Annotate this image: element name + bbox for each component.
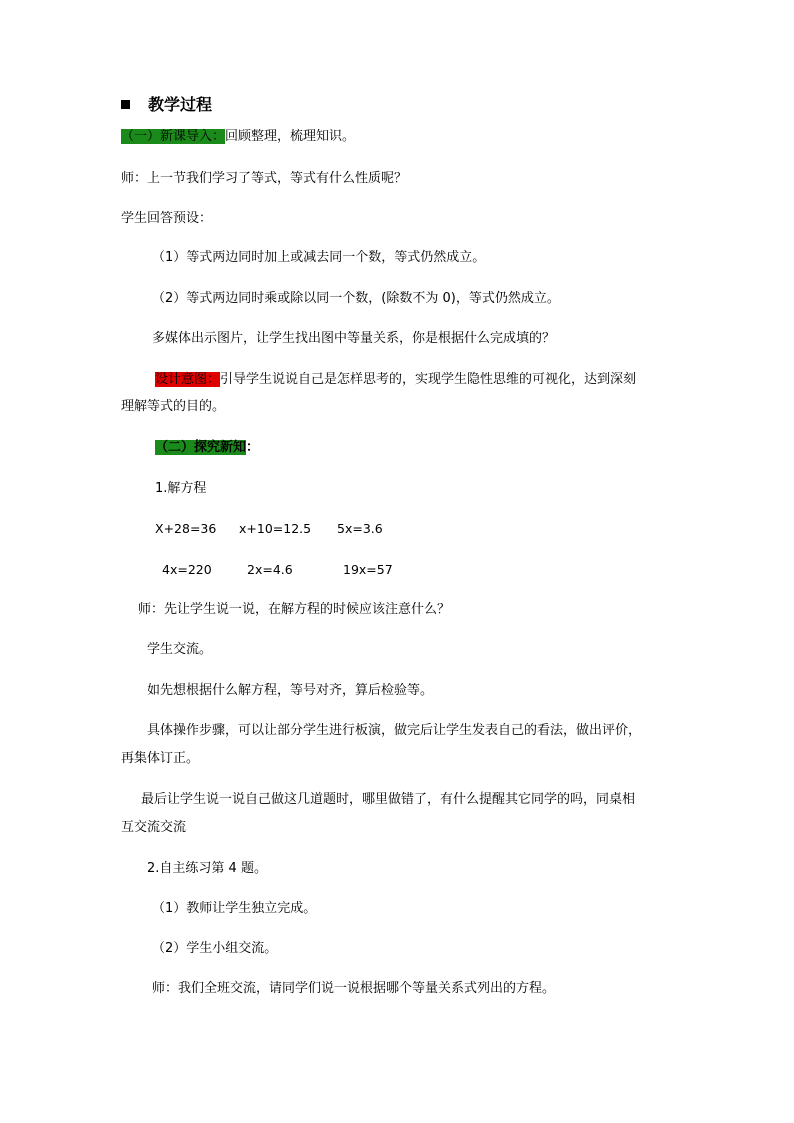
sub-item-2: （2）学生小组交流。 [152, 941, 278, 956]
design-intent-text: 引导学生说说自己是怎样思考的，实现学生隐性思维的可视化，达到深刻 [220, 372, 637, 387]
section1-label: （一）新课导入： [121, 129, 226, 144]
design-intent-line [155, 371, 636, 389]
paragraph-students-answer: 学生回答预设： [121, 211, 213, 226]
design-intent-label: 设计意图： [155, 372, 221, 387]
property-2: （2）等式两边同时乘或除以同一个数，(除数不为 0)，等式仍然成立。 [152, 291, 560, 306]
equation: 19x=57 [343, 562, 393, 577]
paragraph-media: 多媒体出示图片，让学生找出图中等量关系，你是根据什么完成填的？ [152, 331, 556, 346]
section2-line [155, 439, 259, 457]
section1-text: 回顾整理，梳理知识。 [225, 129, 356, 144]
heading-text: 教学过程 [148, 95, 213, 114]
section2-colon: ： [246, 440, 260, 455]
sub-item-1: （1）教师让学生独立完成。 [152, 901, 317, 916]
paragraph-steps: 具体操作步骤，可以让部分学生进行板演，做完后让学生发表自己的看法，做出评价， [147, 723, 642, 738]
paragraph-exchange: 学生交流。 [147, 642, 213, 657]
section-heading [121, 96, 212, 114]
paragraph-teacher-1: 师：上一节我们学习了等式，等式有什么性质呢？ [121, 171, 408, 186]
paragraph-steps-continued: 再集体订正。 [121, 751, 200, 766]
section1-line [121, 128, 355, 146]
equation: X+28=36 [155, 521, 217, 536]
design-intent-continued: 理解等式的目的。 [121, 399, 226, 414]
paragraph-first: 如先想根据什么解方程，等号对齐，算后检验等。 [147, 683, 434, 698]
item2-title: 2.自主练习第 4 题。 [147, 861, 267, 876]
equation: 5x=3.6 [337, 521, 383, 536]
paragraph-last-continued: 互交流交流 [121, 820, 187, 835]
paragraph-teacher-2: 师：先让学生说一说，在解方程的时候应该注意什么？ [138, 602, 451, 617]
square-bullet-icon [121, 100, 130, 109]
equation: 2x=4.6 [247, 562, 293, 577]
equation: 4x=220 [162, 562, 212, 577]
property-1: （1）等式两边同时加上或减去同一个数，等式仍然成立。 [152, 250, 486, 265]
equation: x+10=12.5 [239, 521, 312, 536]
paragraph-last: 最后让学生说一说自己做这几道题时，哪里做错了，有什么提醒其它同学的吗，同桌相 [141, 792, 636, 807]
section2-label: （二）探究新知 [155, 440, 247, 455]
paragraph-teacher-3: 师：我们全班交流，请同学们说一说根据哪个等量关系式列出的方程。 [152, 981, 556, 996]
item1-title: 1.解方程 [155, 481, 207, 496]
